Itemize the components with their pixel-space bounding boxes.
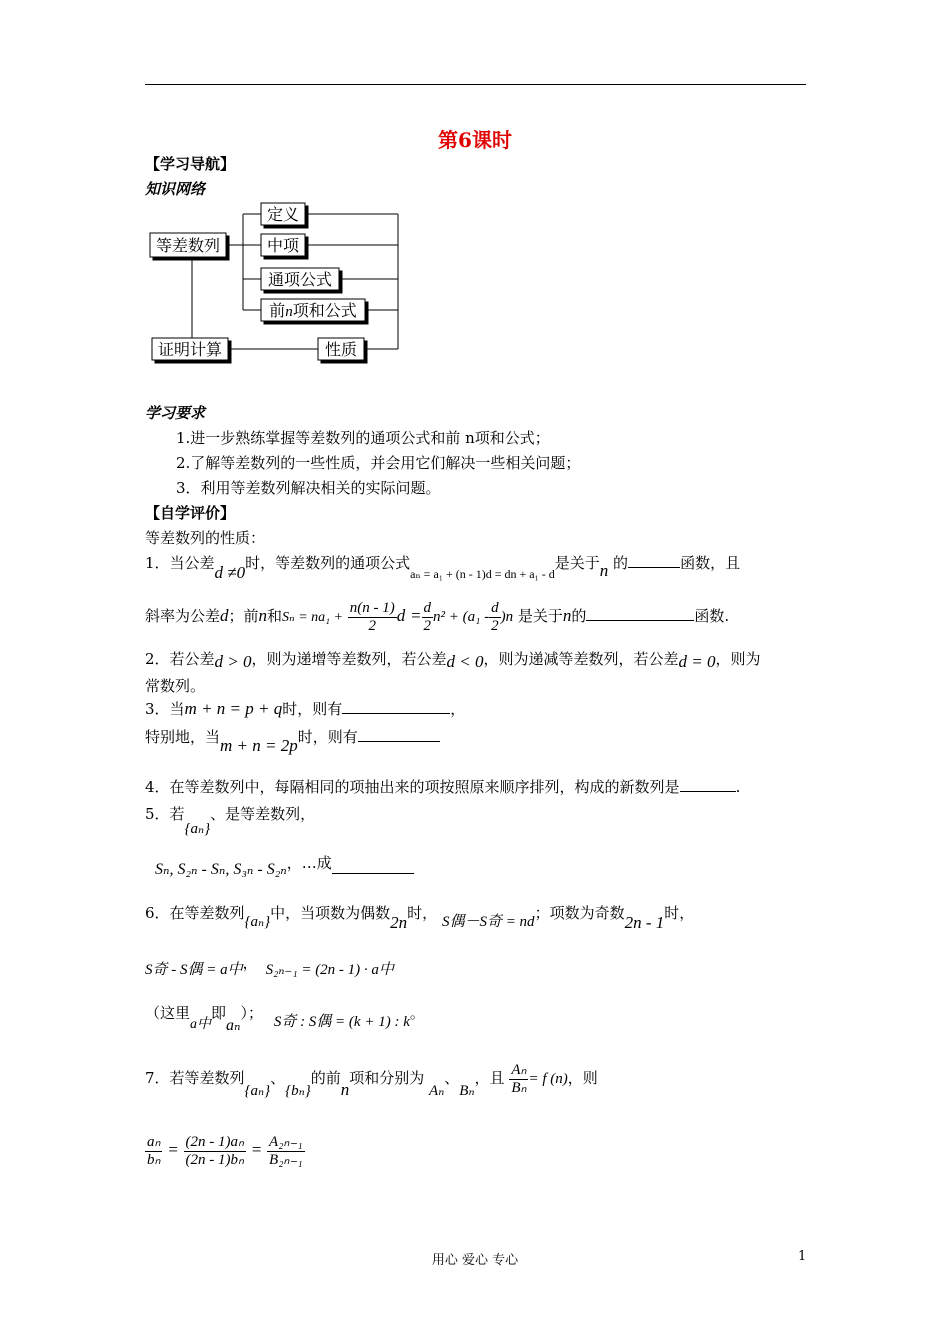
properties-intro: 等差数列的性质： bbox=[145, 529, 266, 547]
diagram-definition-label: 定义 bbox=[266, 205, 300, 224]
nav-header: 【学习导航】 bbox=[145, 155, 236, 173]
item-1-line-1: 1．当公差d ≠0时，等差数列的通项公式$_{a_n = a_1 + (n - 1)d = dn + a_1 - d}$是关于n 的 函数，且 bbox=[145, 554, 741, 582]
diagram-properties-label: 性质 bbox=[324, 340, 358, 359]
blank-4 bbox=[680, 791, 736, 792]
blank-5 bbox=[332, 873, 414, 874]
requirement-1: 1.进一步熟练掌握等差数列的通项公式和前 n项和公式； bbox=[176, 429, 550, 447]
item-6-line-2: S奇 - S偶 = a中， S₂ₙ₋₁ = (2n - 1) · a中 bbox=[145, 954, 394, 978]
item-6-line-1: 6．在等差数列{aₙ}中，当项数为偶数2n时， S偶－S奇 = nd；项数为奇数2n - 1时， bbox=[145, 904, 695, 932]
blank-1a bbox=[628, 567, 680, 568]
sum-fraction: $\frac{n(n - 1)}{2}$ bbox=[349, 600, 395, 634]
item-7-line-1: 7．若等差数列{aₙ}、{bₙ}的前n项和分别为 Aₙ、Bₙ，且 $\frac{\text{Aₙ}}{\text{Bₙ}}$ = f (n)，则 bbox=[145, 1062, 598, 1099]
item-3-line-2: 特别地，当m + n = 2p时，则有 bbox=[145, 726, 440, 747]
blank-3b bbox=[358, 741, 440, 742]
item-5-line-2: Sₙ, S₂ₙ - Sₙ, S₃ₙ - S₂ₙ，…成 bbox=[155, 858, 414, 879]
knowledge-header: 知识网络 bbox=[145, 180, 206, 198]
item-3-line-1: 3．当m + n = p + q时，则有 ， bbox=[145, 699, 466, 718]
knowledge-network-diagram bbox=[140, 196, 410, 368]
item-1-line-2: 斜率为公差d；前n和Sₙ = na₁ + $\frac{n(n - 1)}{2}$ d = $\frac{d}{2}$ n² + (a₁ - $\frac{d}{2}$ )n 是关于n的 函数. bbox=[145, 600, 730, 634]
item-2-line-2: 常数列。 bbox=[145, 677, 206, 695]
blank-1b bbox=[586, 620, 694, 621]
diagram-main-label: 等差数列 bbox=[155, 236, 221, 255]
blank-3a bbox=[342, 713, 450, 714]
diagram-general-formula-label: 通项公式 bbox=[267, 270, 333, 289]
item-4: 4．在等差数列中，每隔相同的项抽出来的项按照原来顺序排列，构成的新数列是 . bbox=[145, 778, 741, 796]
item-5-line-1: 5．若{aₙ}、是等差数列， bbox=[145, 805, 316, 837]
item-2-line-1: 2．若公差d > 0，则为递增等差数列，若公差d < 0，则为递减等差数列，若公差d = 0，则为 bbox=[145, 650, 761, 671]
page-title: 第6课时 bbox=[438, 128, 512, 152]
diagram-proof-label: 证明计算 bbox=[157, 340, 223, 359]
ratio-fraction: $\frac{\text{Aₙ}}{\text{Bₙ}}$ bbox=[511, 1062, 527, 1096]
page-number: 1 bbox=[798, 1249, 807, 1264]
footer-slogan: 用心 爱心 专心 bbox=[431, 1253, 519, 1268]
item-6-line-3: （这里a中即aₙ）； S奇 : S偶 = (k + 1) : k。 bbox=[145, 1004, 425, 1034]
requirement-2: 2.了解等差数列的一些性质，并会用它们解决一些相关问题； bbox=[176, 454, 581, 472]
requirements-header: 学习要求 bbox=[145, 404, 206, 422]
header-rule bbox=[145, 84, 806, 85]
diagram-middle-term-label: 中项 bbox=[266, 236, 300, 255]
diagram-sum-formula-label: 前n项和公式 bbox=[269, 301, 357, 320]
item-7-result: $\frac{\text{aₙ}}{\text{bₙ}}$ = $\frac{\text{(2n - 1)aₙ}}{\text{(2n - 1)bₙ}}$ = $\frac{\text{A₂ₙ₋₁}}{\text{B₂ₙ₋₁}}$ bbox=[147, 1134, 303, 1168]
self-eval-header: 【自学评价】 bbox=[145, 504, 236, 522]
requirement-3: 3．利用等差数列解决相关的实际问题。 bbox=[176, 479, 441, 497]
